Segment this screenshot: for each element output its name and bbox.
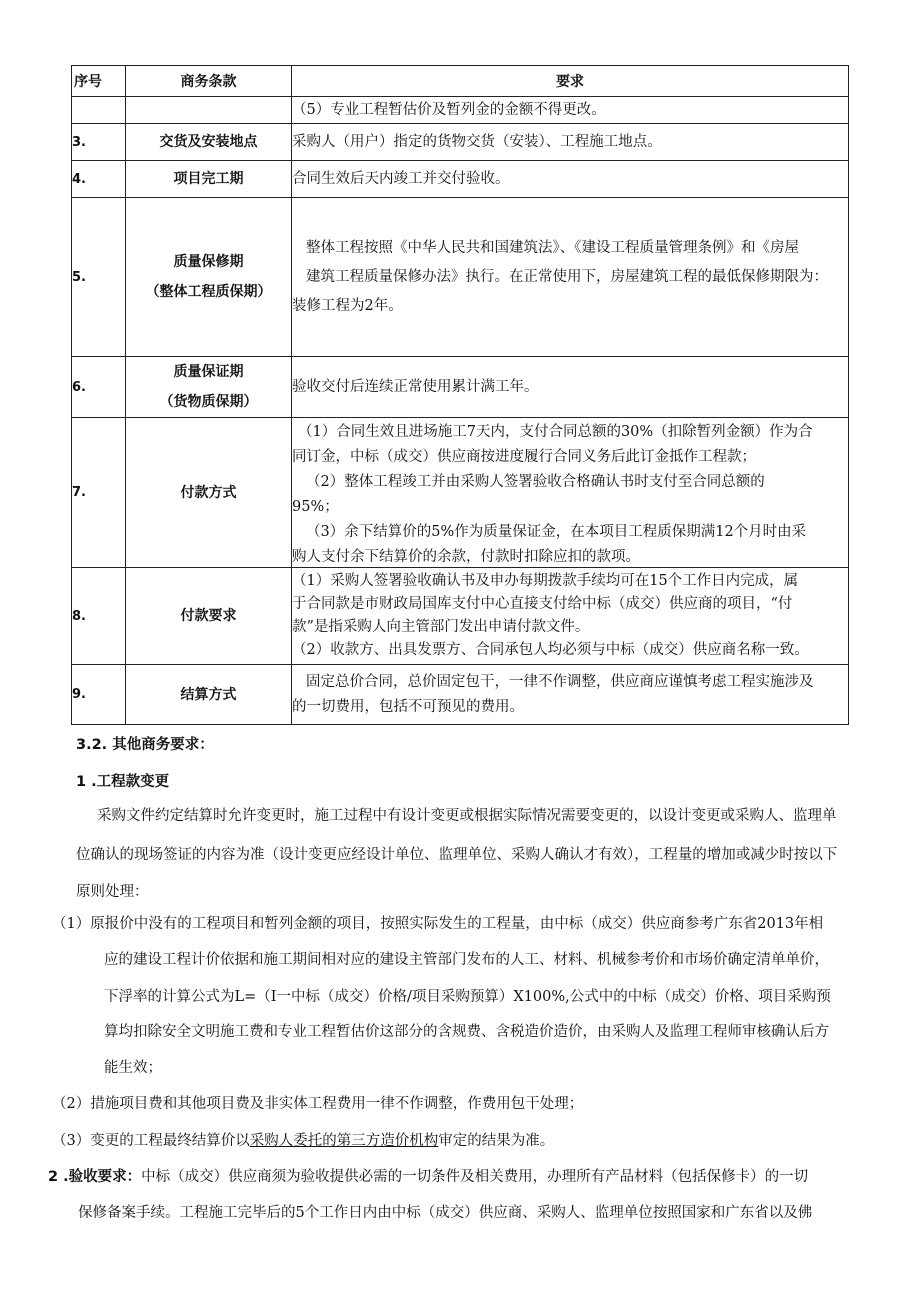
item2-line: 保修备案手续。工程施工完毕后的5个工作日内由中标（成交）供应商、采购人、监理单位按照国家和广东省以及佛 <box>78 1205 813 1221</box>
row-term: 付款方式 <box>126 418 292 568</box>
row-req: 整体工程按照《中华人民共和国建筑法》、《建设工程质量管理条例》和《房屋 建筑工程质量保修办法》执行。在正常使用下，房屋建筑工程的最低保修期限为： 装修工程为2年。 <box>292 198 849 357</box>
table-row <box>72 357 849 418</box>
table-row <box>72 665 849 725</box>
row-req: 验收交付后连续正常使用累计满工年。 <box>292 357 849 418</box>
row-req: （5）专业工程暂估价及暂列金的金额不得更改。 <box>292 97 849 124</box>
row-term: 项目完工期 <box>126 161 292 198</box>
table-row <box>72 568 849 665</box>
row-term <box>126 357 292 418</box>
row-term <box>126 198 292 357</box>
row-term: 付款要求 <box>126 568 292 665</box>
row-req <box>292 418 849 568</box>
table-row <box>72 198 849 357</box>
rule-line: 应的建设工程计价依据和施工期间相对应的建设主管部门发布的人工、材料、机械参考价和市场价确定清单单价， <box>104 952 829 968</box>
rule-line: （1）原报价中没有的工程项目和暂列金额的项目，按照实际发生的工程量，由中标（成交）供应商参考广东省2013年相 <box>52 916 824 932</box>
table-row <box>72 161 849 198</box>
item1-title: 1 .工程款变更 <box>76 774 170 790</box>
header-no: 序号 <box>72 66 126 97</box>
row-no: 7. <box>72 418 126 568</box>
row-no: 3. <box>72 124 126 161</box>
table-header-row <box>72 66 849 97</box>
term-line2: （整体工程质保期） <box>145 284 272 300</box>
row-term: 结算方式 <box>126 665 292 725</box>
rule-line: 能生效； <box>104 1060 162 1076</box>
item2-title: 2 .验收要求： <box>48 1169 142 1185</box>
table-row <box>72 418 849 568</box>
term-line1: 质量保修期 <box>173 254 244 270</box>
business-terms-table <box>71 65 849 725</box>
header-term: 商务条款 <box>126 66 292 97</box>
paragraph-line: 采购文件约定结算时允许变更时，施工过程中有设计变更或根据实际情况需要变更的，以设计变更或采购人、监理单 <box>97 808 837 824</box>
row-no <box>72 97 126 124</box>
section-heading: 3.2. 其他商务要求： <box>76 737 214 753</box>
row-no: 5. <box>72 198 126 357</box>
term-line1: 质量保证期 <box>173 364 244 380</box>
row-req: 固定总价合同，总价固定包干，一律不作调整，供应商应谨慎考虑工程实施涉及 的一切费用，包括不可预见的费用。 <box>292 665 849 725</box>
row-no: 4. <box>72 161 126 198</box>
rule-line: （2）措施项目费和其他项目费及非实体工程费用一律不作调整，作费用包干处理； <box>52 1096 584 1112</box>
clipped-cell-content: （1）合同生效且进场施工7天内，支付合同总额的30%（扣除暂列金额）作为合 同订金，中标（成交）供应商按进度履行合同义务后此订金抵作工程款； （2）整体工程竣工并由采购人签署验收合格确认书时支付至合同总额的 95%； （3）余下结算价的5%作为质量保证金，在本项目工程质保期满12个月时由采 购人支付余下结算价的余款，付款时扣除应扣的款项。 <box>292 424 813 565</box>
table-row <box>72 97 849 124</box>
row-no: 6. <box>72 357 126 418</box>
term-line2: （货物质保期） <box>159 394 258 410</box>
paragraph-line: 原则处理： <box>76 884 149 900</box>
table-row <box>72 124 849 161</box>
item2-line: 2 .验收要求：中标（成交）供应商须为验收提供必需的一切条件及相关费用，办理所有产品材料（包括保修卡）的一切 <box>48 1169 809 1185</box>
rule-line: 算均扣除安全文明施工费和专业工程暂估价这部分的含规费、含税造价造价，由采购人及监理工程师审核确认后方 <box>104 1024 829 1040</box>
header-req: 要求 <box>292 66 849 97</box>
row-term: 交货及安装地点 <box>126 124 292 161</box>
row-no: 8. <box>72 568 126 665</box>
row-no: 9. <box>72 665 126 725</box>
rule-line: 下浮率的计算公式为L=（I一中标（成交）价格/项目采购预算）X100%,公式中的中标（成交）价格、项目采购预 <box>104 989 831 1005</box>
paragraph-line: 位确认的现场签证的内容为准（设计变更应经设计单位、监理单位、采购人确认才有效），工程量的增加或减少时按以下 <box>76 847 838 863</box>
row-req: 采购人（用户）指定的货物交货（安装）、工程施工地点。 <box>292 124 849 161</box>
row-req: （1）采购人签署验收确认书及申办每期拨款手续均可在15个工作日内完成，属 于合同款是市财政局国库支付中心直接支付给中标（成交）供应商的项目，“付 款”是指采购人向主管部门发出申请付款文件。 （2）收款方、出具发票方、合同承包人均必须与中标（成交）供应商名称一致。 <box>292 568 849 665</box>
rule-line: （3）变更的工程最终结算价以采购人委托的第三方造价机构审定的结果为准。 <box>52 1133 555 1149</box>
row-req: 合同生效后天内竣工并交付验收。 <box>292 161 849 198</box>
row-term <box>126 97 292 124</box>
